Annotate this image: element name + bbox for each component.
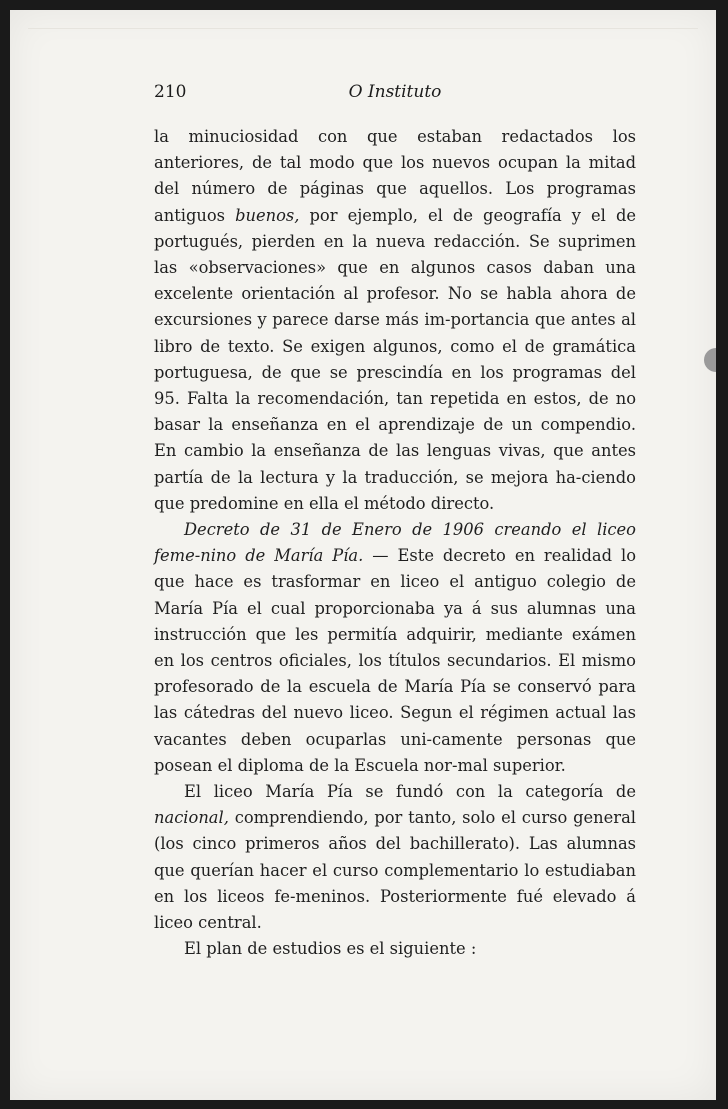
running-title: O Instituto xyxy=(348,82,442,102)
text-run: — Este decreto en realidad lo que hace es trasformar en liceo el antiguo colegio de María Pía el cual proporcionaba ya á sus alumnas una instrucción que les permitía adquirir, mediante exámen en los centros oficiales, los títulos secundarios. El mismo profesorado de la escuela de María Pía se conservó para las cátedras del nuevo liceo. Segun el régimen actual las vacantes deben ocuparlas uni-camente personas que posean el diploma de la Escuela nor-mal superior. xyxy=(154,546,636,775)
text-run: comprendiendo, por tanto, solo el curso general (los cinco primeros años del bachillerato). Las alumnas que querían hacer el curso complementario lo estudiaban en los liceos fe-meninos. Posteriormente fué elevado á liceo central. xyxy=(154,808,636,933)
scan-artifact-line xyxy=(28,28,698,29)
text-run: la minuciosidad con que estaban redactados los anteriores, de tal modo que los nuevos ocupan la mitad del número de páginas que aquellos. Los programas antiguos xyxy=(154,127,636,225)
text-run: por ejemplo, el de geografía y el de portugués, pierden en la nueva redacción. Se suprimen las «observaciones» que en algunos casos daban una excelente orientación al profesor. No se habla ahora de excursiones y parece darse más im-portancia que antes al libro de texto. Se exigen algunos, como el de gramática portuguesa, de que se prescindía en los programas del 95. Falta la recomendación, tan repetida en estos, de no basar la enseñanza en el aprendizaje de un compendio. En cambio la enseñanza de las lenguas vivas, que antes partía de la lectura y la traducción, se mejora ha-ciendo que predomine en ella el método directo. xyxy=(154,205,637,513)
page-header xyxy=(154,72,636,102)
paragraph xyxy=(154,124,636,517)
text-run: El liceo María Pía se fundó con la categoría de xyxy=(184,782,636,802)
italic-text: nacional, xyxy=(154,808,229,828)
scan-edge-tab xyxy=(704,348,716,372)
text-run: El plan de estudios es el siguiente : xyxy=(184,939,477,959)
paragraph xyxy=(154,779,636,936)
book-page xyxy=(10,10,716,1100)
italic-text: Decreto de 31 de Enero de 1906 creando el liceo feme-nino de María Pía. xyxy=(154,520,636,566)
paragraph xyxy=(154,936,636,962)
paragraph xyxy=(154,517,636,779)
page-number: 210 xyxy=(154,82,187,102)
body-text xyxy=(154,124,636,963)
italic-text: buenos, xyxy=(235,205,300,225)
